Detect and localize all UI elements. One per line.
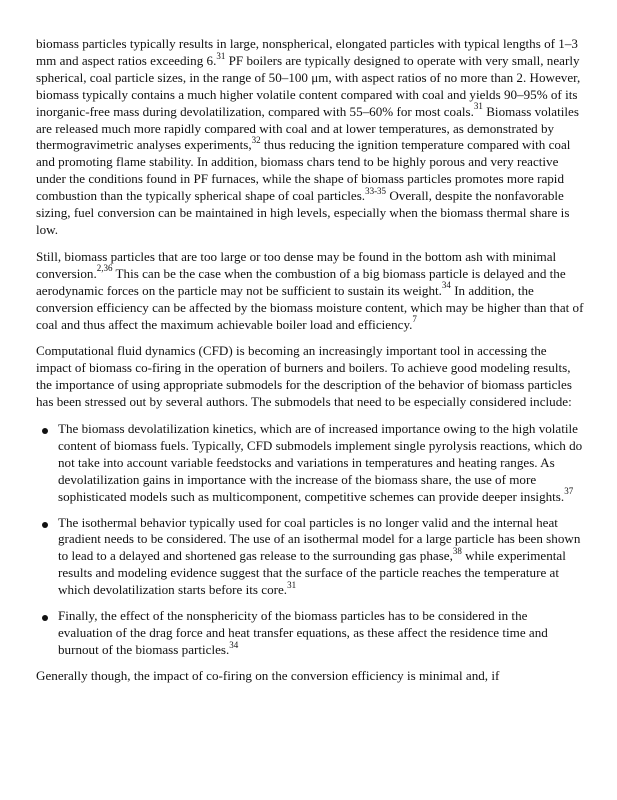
citation-superscript: 38 xyxy=(452,546,462,557)
citation-superscript: 34 xyxy=(441,280,451,291)
text-run: PF boilers are typically designed to operate with very small, nearly spherical, coal particle sizes, in the range of 50–100 μm, with aspect ratios of no more than 2. However, biomass typically contains a much higher volatile content compared with coal and yields 90–95% of its inorganic-free mass during devolatilization, compared with 55–60% for most coals. xyxy=(36,52,581,119)
text-run: Biomass volatiles are released much more rapidly compared with coal and at lower temperatures, as demonstrated by thermogravimetric analyses experiments, xyxy=(36,103,579,153)
list-item xyxy=(36,608,584,659)
citation-superscript: 31 xyxy=(216,50,226,61)
citation-superscript: 34 xyxy=(229,639,239,650)
citation-superscript: 7 xyxy=(412,314,417,325)
text-run: The biomass devolatilization kinetics, which are of increased importance owing to the high volatile content of biomass fuels. Typically, CFD submodels implement single pyrolysis reactions, which do not take into account variable feedstocks and variations in temperatures and heating ranges. As devolatilization gains in importance with the increase of the biomass share, the use of more sophisticated models such as multicomponent, competitive schemes can provide deeper insights. xyxy=(58,421,583,504)
text-run: while experimental results and modeling evidence suggest that the surface of the particle reaches the temperature at which devolatilization starts before its core. xyxy=(58,548,566,598)
citation-superscript: 33-35 xyxy=(365,185,387,196)
list-item xyxy=(36,421,584,506)
bullet-icon xyxy=(42,522,48,528)
citation-superscript: 37 xyxy=(564,486,574,497)
submodel-list xyxy=(36,421,584,659)
citation-superscript: 31 xyxy=(287,579,297,590)
bullet-icon xyxy=(42,428,48,434)
text-run: thus reducing the ignition temperature compared with coal and promoting flame stability. In addition, biomass chars tend to be highly porous and very reactive under the conditions found in PF furnaces, while the shape of biomass particles promotes more rapid combustion than the typically spherical shape of coal particles. xyxy=(36,137,571,204)
text-run: Still, biomass particles that are too large or too dense may be found in the bottom ash with minimal conversion. xyxy=(36,248,557,281)
text-run: Generally though, the impact of co-firing on the conversion efficiency is minimal and, if xyxy=(36,667,500,683)
citation-superscript: 32 xyxy=(251,135,261,146)
text-run: The isothermal behavior typically used for coal particles is no longer valid and the internal heat gradient needs to be considered. The use of an isothermal model for a large particle has been shown to lead to a delayed and shortened gas release to the surrounding gas phase, xyxy=(58,514,581,564)
text-run: In addition, the conversion efficiency can be affected by the biomass moisture content, which may be higher than that of coal and thus affect the maximum achievable boiler load and efficiency. xyxy=(36,282,584,332)
text-run: This can be the case when the combustion of a big biomass particle is delayed and the aerodynamic forces on the particle may not be sufficient to sustain its weight. xyxy=(36,265,566,298)
text-run: biomass particles typically results in large, nonspherical, elongated particles with typical lengths of 1–3 mm and aspect ratios exceeding 6. xyxy=(36,36,578,68)
citation-superscript: 2,36 xyxy=(96,263,113,274)
paragraph-cfd xyxy=(36,343,584,411)
text-run: Overall, despite the nonfavorable sizing, fuel conversion can be maintained in high levels, especially when the biomass thermal share is low. xyxy=(36,188,570,237)
text-run: Finally, the effect of the nonsphericity of the biomass particles has to be considered in the evaluation of the drag force and heat transfer equations, as these affect the residence time and burnout of the biomass particles. xyxy=(58,608,548,657)
paragraph-particle-shape xyxy=(36,36,584,239)
list-item xyxy=(36,515,584,600)
bullet-icon xyxy=(42,615,48,621)
text-run: Computational fluid dynamics (CFD) is becoming an increasingly important tool in accessing the impact of biomass co-firing in the operation of burners and boilers. To achieve good modeling results, the importance of using appropriate submodels for the description of the behavior of biomass particles has been stressed out by several authors. The submodels that need to be especially considered include: xyxy=(36,343,572,410)
paragraph-closing xyxy=(36,668,584,685)
document-page xyxy=(36,36,584,695)
paragraph-bottom-ash xyxy=(36,249,584,334)
citation-superscript: 31 xyxy=(473,101,483,112)
